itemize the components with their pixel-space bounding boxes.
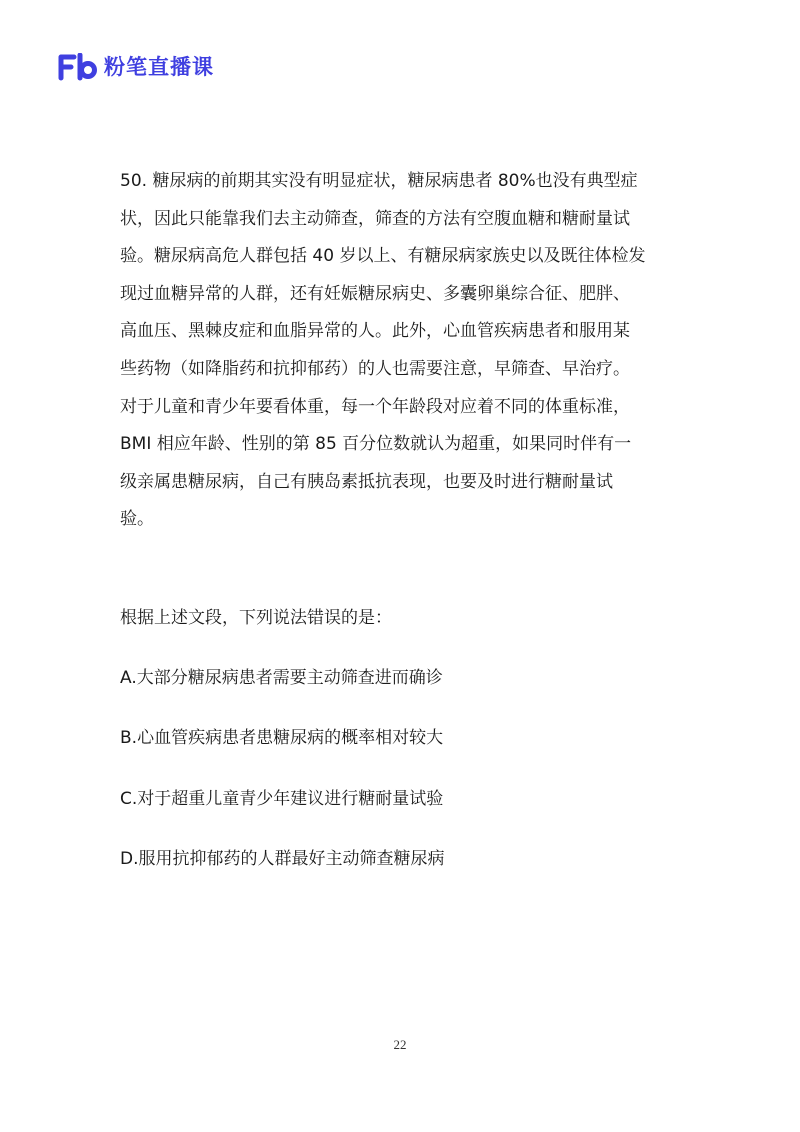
brand-name: 粉笔直播课	[104, 55, 214, 79]
passage-line: 验。	[120, 509, 154, 530]
option-a: A.大部分糖尿病患者需要主动筛查进而确诊	[120, 668, 443, 688]
option-b: B.心血管疾病患者患糖尿病的概率相对较大	[120, 728, 444, 749]
fenbi-logo-icon	[58, 53, 98, 81]
passage-line: 50. 糖尿病的前期其实没有明显症状，糖尿病患者 80%也没有典型症	[120, 171, 638, 191]
passage-line: 对于儿童和青少年要看体重，每一个年龄段对应着不同的体重标准，	[120, 396, 630, 417]
passage-line: 高血压、黑棘皮症和血脂异常的人。此外，心血管疾病患者和服用某	[120, 321, 630, 342]
page-header	[58, 52, 214, 82]
passage-line: 些药物（如降脂药和抗抑郁药）的人也需要注意，早筛查、早治疗。	[120, 358, 630, 379]
passage-line: 现过血糖异常的人群，还有妊娠糖尿病史、多囊卵巢综合征、肥胖、	[120, 283, 630, 304]
page-number: 22	[393, 1037, 407, 1052]
option-c: C.对于超重儿童青少年建议进行糖耐量试验	[120, 788, 444, 809]
answer-options	[120, 660, 680, 902]
passage-line: 状，因此只能靠我们去主动筛查，筛查的方法有空腹血糖和糖耐量试	[120, 208, 630, 229]
passage-line: BMI 相应年龄、性别的第 85 百分位数就认为超重，如果同时伴有一	[120, 434, 632, 455]
passage-line: 验。糖尿病高危人群包括 40 岁以上、有糖尿病家族史以及既往体检发	[120, 246, 646, 267]
passage-line: 级亲属患糖尿病，自己有胰岛素抵抗表现，也要及时进行糖耐量试	[120, 471, 613, 492]
passage	[120, 163, 680, 539]
option-d: D.服用抗抑郁药的人群最好主动筛查糖尿病	[120, 849, 445, 870]
question-prompt: 根据上述文段，下列说法错误的是：	[120, 608, 392, 628]
